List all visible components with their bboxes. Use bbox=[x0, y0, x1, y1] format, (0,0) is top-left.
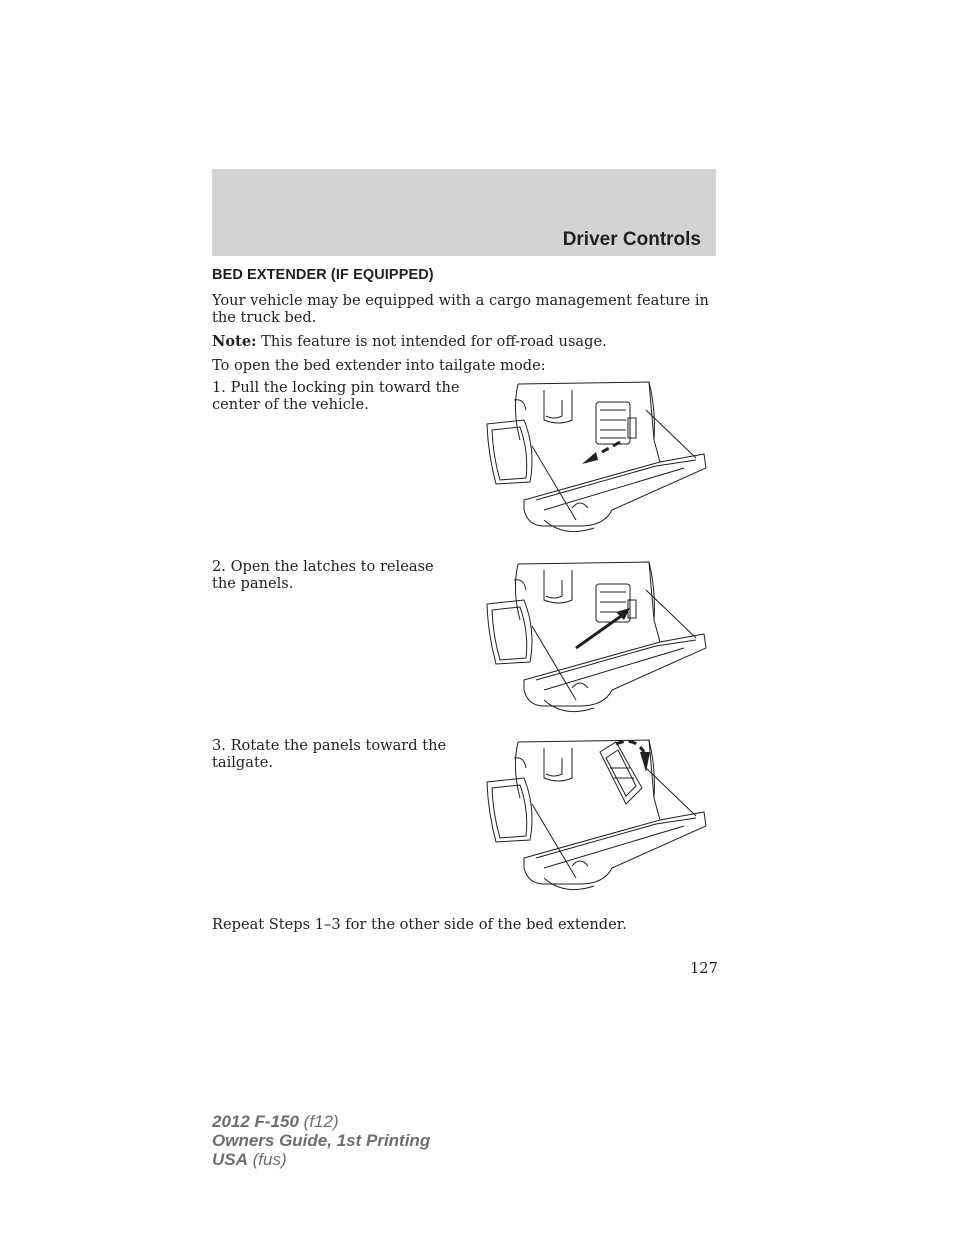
step-3-text: 3. Rotate the panels toward the tailgate. bbox=[212, 737, 447, 771]
footer-model-code: (f12) bbox=[298, 1112, 339, 1131]
footer-region-code: (fus) bbox=[247, 1150, 287, 1169]
section-title: Driver Controls bbox=[562, 229, 701, 250]
page-number: 127 bbox=[690, 960, 718, 977]
footer-guide: Owners Guide, 1st Printing bbox=[212, 1131, 431, 1150]
note-label: Note: bbox=[212, 333, 257, 350]
section-header-band bbox=[212, 169, 716, 256]
page-heading: BED EXTENDER (IF EQUIPPED) bbox=[212, 267, 434, 283]
step-2-illustration bbox=[484, 560, 708, 720]
closing-paragraph: Repeat Steps 1–3 for the other side of the bed extender. bbox=[212, 916, 627, 933]
footer-model: 2012 F-150 bbox=[212, 1112, 299, 1131]
footer-region: USA bbox=[212, 1150, 248, 1169]
footer bbox=[212, 1112, 430, 1169]
note-paragraph bbox=[212, 333, 712, 350]
step-1-text: 1. Pull the locking pin toward the center of the vehicle. bbox=[212, 379, 460, 413]
step-3-illustration bbox=[484, 738, 708, 898]
intro-paragraph: Your vehicle may be equipped with a cargo management feature in the truck bed. bbox=[212, 292, 709, 326]
step-2-text: 2. Open the latches to release the panels. bbox=[212, 558, 434, 592]
lead-paragraph: To open the bed extender into tailgate mode: bbox=[212, 357, 546, 374]
step-1-illustration bbox=[484, 380, 708, 540]
note-text: This feature is not intended for off-road usage. bbox=[256, 333, 607, 350]
